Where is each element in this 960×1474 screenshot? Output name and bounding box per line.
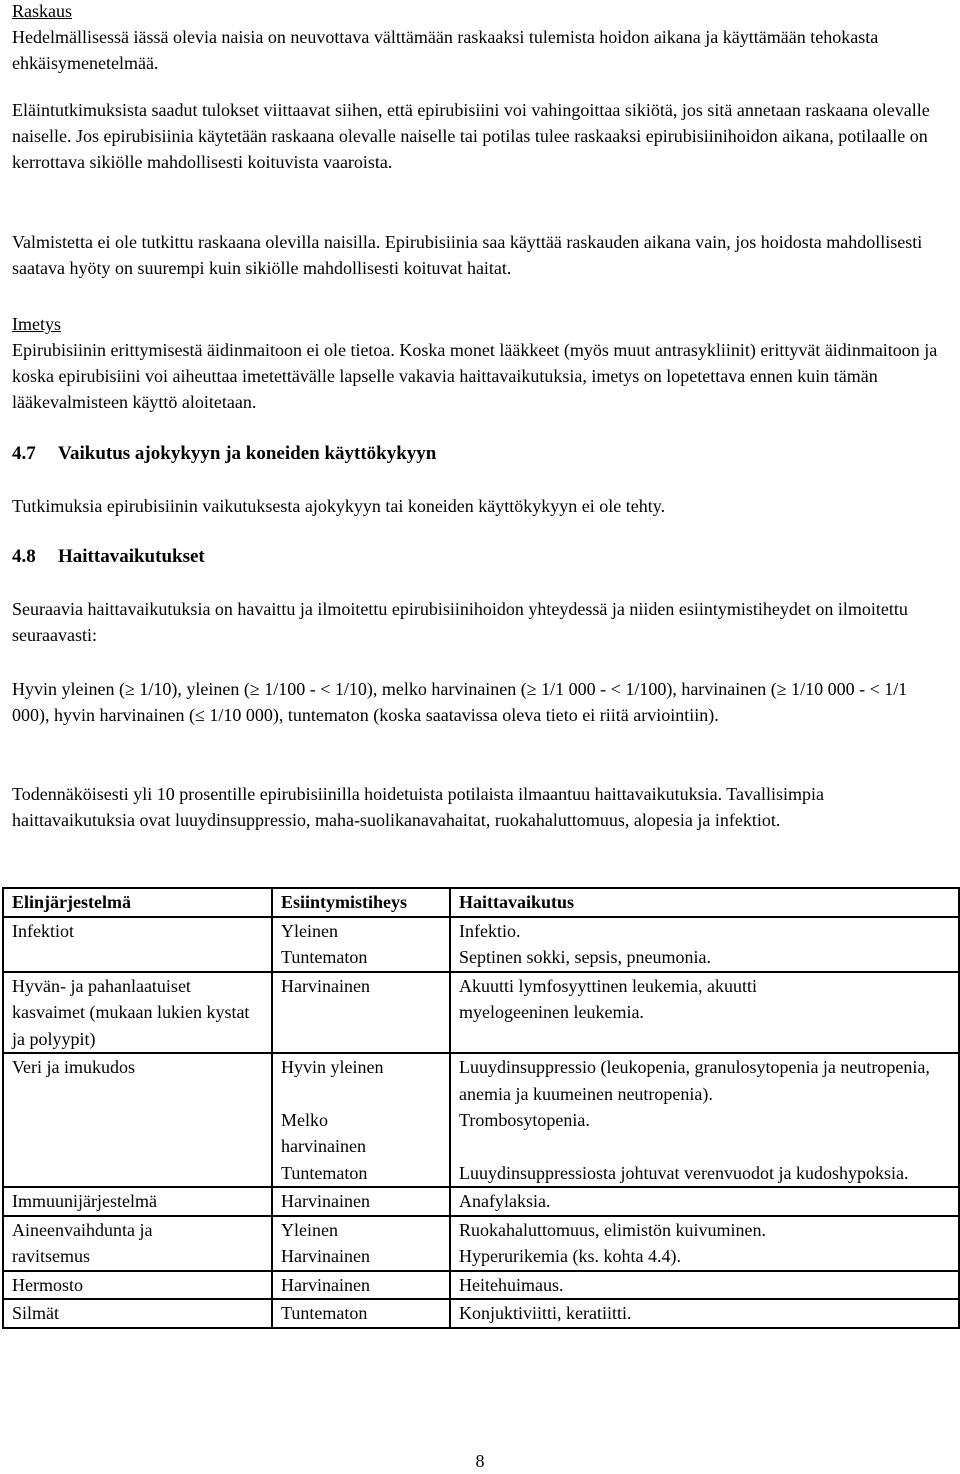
frequency-cell: Harvinainen [272, 1187, 450, 1216]
section-4-7-text: Tutkimuksia epirubisiinin vaikutuksesta ajokykyyn tai koneiden käyttökykyyn ei ole tehty. [12, 496, 666, 516]
pregnancy-paragraph-1: Hedelmällisessä iässä olevia naisia on neuvottava välttämään raskaaksi tulemista hoidon aikana ja käyttämään tehokasta ehkäisymenetelmää. [12, 27, 879, 73]
frequency-cell [272, 917, 450, 972]
effect-value: Infektio. [459, 920, 521, 941]
frequency-value: Melko harvinainen [281, 1109, 366, 1156]
table-row [3, 972, 959, 1054]
effect-value: Hyperurikemia (ks. kohta 4.4). [459, 1246, 681, 1266]
organ-cell: Hyvän- ja pahanlaatuiset kasvaimet (mukaan lukien kystat ja polyypit) [3, 972, 272, 1054]
pregnancy-heading: Raskaus [12, 1, 72, 21]
frequency-value: Tuntematon [281, 1162, 368, 1183]
effect-value: Ruokahaluttomuus, elimistön kuivuminen. [459, 1219, 766, 1240]
section-4-8-heading [12, 544, 952, 570]
header-adverse-effect: Haittavaikutus [450, 888, 959, 917]
organ-cell: Silmät [3, 1299, 272, 1328]
organ-cell: Veri ja imukudos [3, 1053, 272, 1187]
organ-cell: Aineenvaihdunta ja ravitsemus [3, 1216, 272, 1271]
organ-cell: Hermosto [3, 1271, 272, 1300]
effect-cell: Konjuktiviitti, keratiitti. [450, 1299, 959, 1328]
breastfeeding-paragraph: Epirubisiinin erittymisestä äidinmaitoon ei ole tietoa. Koska monet lääkkeet (myös muut antrasykliinit) erittyvät äidinmaitoon ja koska epirubisiini voi aiheuttaa imetettävälle lapselle vakavia haittavaikutuksia, imetys on lopetettava ennen kuin tämän lääkevalmisteen käyttö aloitetaan. [12, 340, 938, 412]
frequency-value: Yleinen [281, 920, 338, 941]
adverse-effects-summary: Todennäköisesti yli 10 prosentille epirubisiinilla hoidetuista potilaista ilmaantuu haittavaikutuksia. Tavallisimpia haittavaikutuksia ovat luuydinsuppressio, maha-suolikanavahaitat, ruokahaluttomuus, alopesia ja infektiot. [12, 784, 825, 830]
pregnancy-paragraph-2: Eläintutkimuksista saadut tulokset viittaavat siihen, että epirubisiini voi vahingoittaa sikiötä, jos sitä annetaan raskaana olevalle naiselle. Jos epirubisiinia käytetään raskaana olevalle naiselle tai potilas tulee raskaaksi epirubisiinihoidon aikana, potilaalle on kerrottava sikiölle mahdollisesti koituvista vaaroista. [12, 100, 930, 172]
organ-cell: Infektiot [3, 917, 272, 972]
pregnancy-paragraph-3: Valmistetta ei ole tutkittu raskaana olevilla naisilla. Epirubisiinia saa käyttää raskauden aikana vain, jos hoidosta mahdollisesti saatava hyöty on suurempi kuin sikiölle mahdollisesti koituvat haitat. [12, 232, 923, 278]
effect-cell [450, 917, 959, 972]
frequency-cell: Tuntematon [272, 1299, 450, 1328]
frequency-value: Hyvin yleinen [281, 1057, 384, 1077]
effect-cell [450, 972, 959, 1054]
frequency-definitions: Hyvin yleinen (≥ 1/10), yleinen (≥ 1/100 - < 1/10), melko harvinainen (≥ 1/1 000 - < 1/100), harvinainen (≥ 1/10 000 - < 1/1 000), hyvin harvinainen (≤ 1/10 000), tuntematon (koska saatavissa oleva tieto ei riitä arviointiin). [12, 679, 908, 725]
table-row [3, 1299, 959, 1328]
organ-cell: Immuunijärjestelmä [3, 1187, 272, 1216]
frequency-cell: Harvinainen [272, 1271, 450, 1300]
frequency-cell [272, 1216, 450, 1271]
effect-value: Luuydinsuppressio (leukopenia, granulosytopenia ja neutropenia, anemia ja kuumeinen neutropenia). [459, 1057, 930, 1104]
section-4-8-number: 4.8 [12, 546, 36, 567]
section-4-7-title: Vaikutus ajokykyyn ja koneiden käyttökykyyn [58, 443, 437, 464]
breastfeeding-heading: Imetys [12, 314, 61, 334]
table-row [3, 1187, 959, 1216]
frequency-value: Yleinen [281, 1219, 338, 1240]
effect-cell: Heitehuimaus. [450, 1271, 959, 1300]
section-4-7-heading [12, 441, 952, 467]
table-header-row [3, 888, 959, 917]
frequency-value: Harvinainen [281, 1246, 370, 1266]
effect-value: Luuydinsuppressiosta johtuvat verenvuodot ja kudoshypoksia. [459, 1162, 909, 1183]
section-4-7-number: 4.7 [12, 443, 36, 464]
table-row [3, 1053, 959, 1187]
section-4-8-title: Haittavaikutukset [58, 546, 205, 567]
effect-cell [450, 1053, 959, 1187]
table-row [3, 1271, 959, 1300]
effect-value: Trombosytopenia. [459, 1110, 590, 1130]
effect-cell [450, 1216, 959, 1271]
effect-cell: Anafylaksia. [450, 1187, 959, 1216]
header-frequency: Esiintymistiheys [272, 888, 450, 917]
frequency-value: Tuntematon [281, 947, 368, 967]
adverse-effects-table [2, 887, 960, 1329]
frequency-cell: Harvinainen [272, 972, 450, 1054]
table-row [3, 917, 959, 972]
table-row [3, 1216, 959, 1271]
effect-value: Akuutti lymfosyyttinen leukemia, akuutti myelogeeninen leukemia. [459, 975, 757, 1022]
frequency-cell [272, 1053, 450, 1187]
effect-value: Septinen sokki, sepsis, pneumonia. [459, 947, 711, 967]
section-4-8-intro: Seuraavia haittavaikutuksia on havaittu ja ilmoitettu epirubisiinihoidon yhteydessä ja niiden esiintymistiheydet on ilmoitettu seuraavasti: [12, 599, 908, 645]
page-number: 8 [475, 1451, 485, 1471]
header-organ-system: Elinjärjestelmä [3, 888, 272, 917]
